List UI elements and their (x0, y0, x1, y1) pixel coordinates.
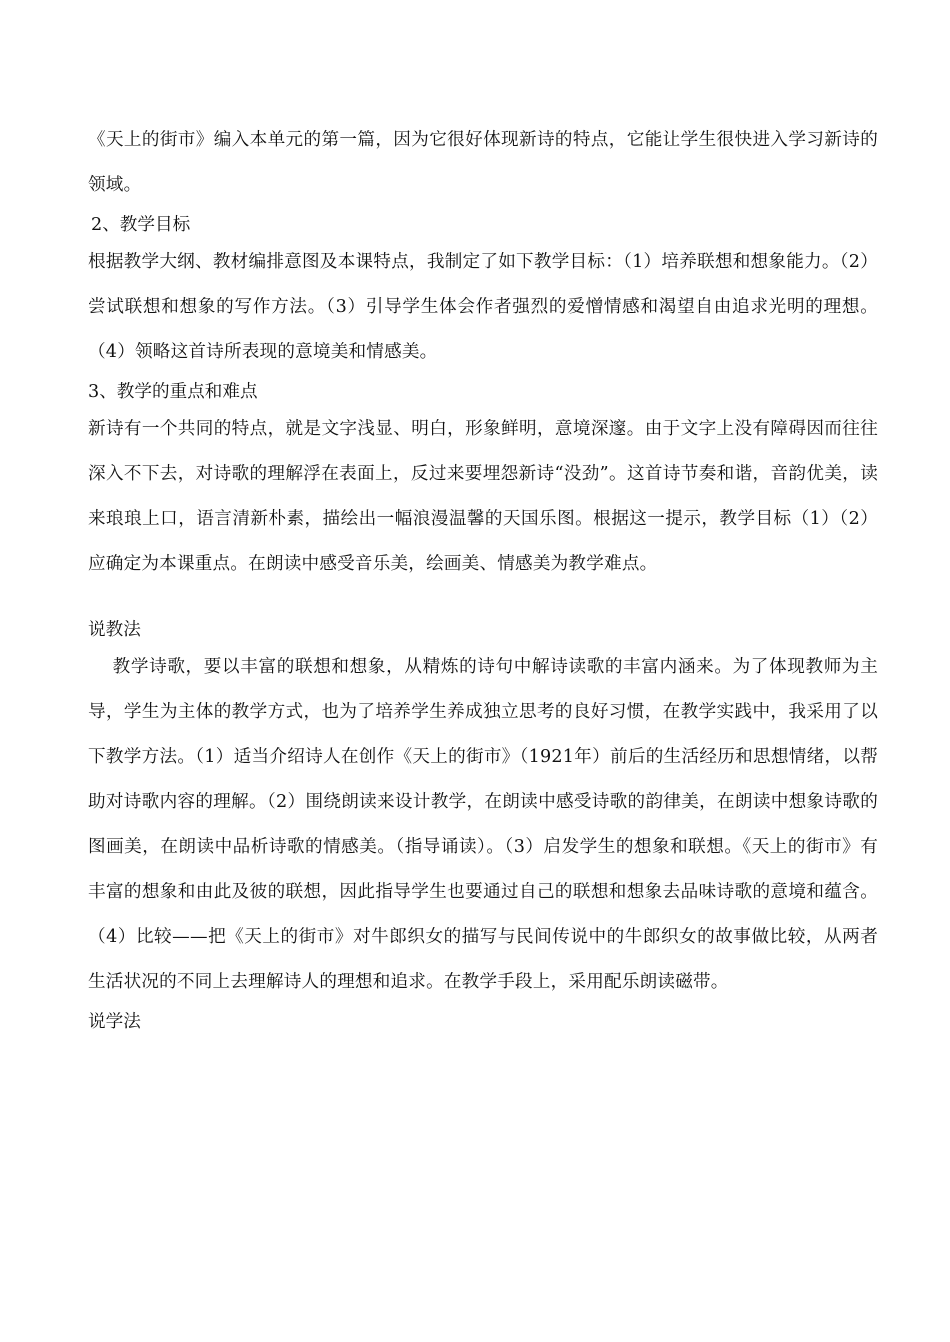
teaching-methods-paragraph: 教学诗歌，要以丰富的联想和想象，从精炼的诗句中解诗读歌的丰富内涵来。为了体现教师为主导，学生为主体的教学方式，也为了培养学生养成独立思考的良好习惯，在教学实践中，我采用了以下教学方法。（1）适当介绍诗人在创作《天上的街市》（1921年）前后的生活经历和思想情绪，以帮助对诗歌内容的理解。（2）围绕朗读来设计教学，在朗读中感受诗歌的韵律美，在朗读中想象诗歌的图画美，在朗读中品析诗歌的情感美。（指导诵读）。（3）启发学生的想象和联想。《天上的街市》有丰富的想象和由此及彼的联想，因此指导学生也要通过自己的联想和想象去品味诗歌的意境和蕴含。（4）比较——把《天上的街市》对牛郎织女的描写与民间传说中的牛郎织女的故事做比较，从两者生活状况的不同上去理解诗人的理想和追求。在教学手段上，采用配乐朗读磁带。 (88, 657, 878, 992)
key-points-paragraph: 新诗有一个共同的特点，就是文字浅显、明白，形象鲜明，意境深邃。由于文字上没有障碍因而往往深入不下去，对诗歌的理解浮在表面上，反过来要埋怨新诗“没劲”。这首诗节奏和谐，音韵优美，读来琅琅上口，语言清新朴素，描绘出一幅浪漫温馨的天国乐图。根据这一提示，教学目标（1）（2）应确定为本课重点。在朗读中感受音乐美，绘画美、情感美为教学难点。 (88, 419, 878, 574)
document-page (88, 118, 878, 1039)
section-heading-key-points: 3、教学的重点和难点 (88, 382, 258, 402)
section-heading-teaching-methods: 说教法 (88, 620, 141, 640)
section-heading-teaching-goals: 2、教学目标 (91, 215, 191, 235)
section-heading-learning-methods: 说学法 (88, 1012, 141, 1032)
teaching-goals-paragraph: 根据教学大纲、教材编排意图及本课特点，我制定了如下教学目标：（1）培养联想和想象能力。（2）尝试联想和想象的写作方法。（3）引导学生体会作者强烈的爱憎情感和渴望自由追求光明的理想。（4）领略这首诗所表现的意境美和情感美。 (88, 252, 878, 362)
intro-paragraph: 《天上的街市》编入本单元的第一篇，因为它很好体现新诗的特点，它能让学生很快进入学习新诗的领域。 (88, 130, 878, 195)
